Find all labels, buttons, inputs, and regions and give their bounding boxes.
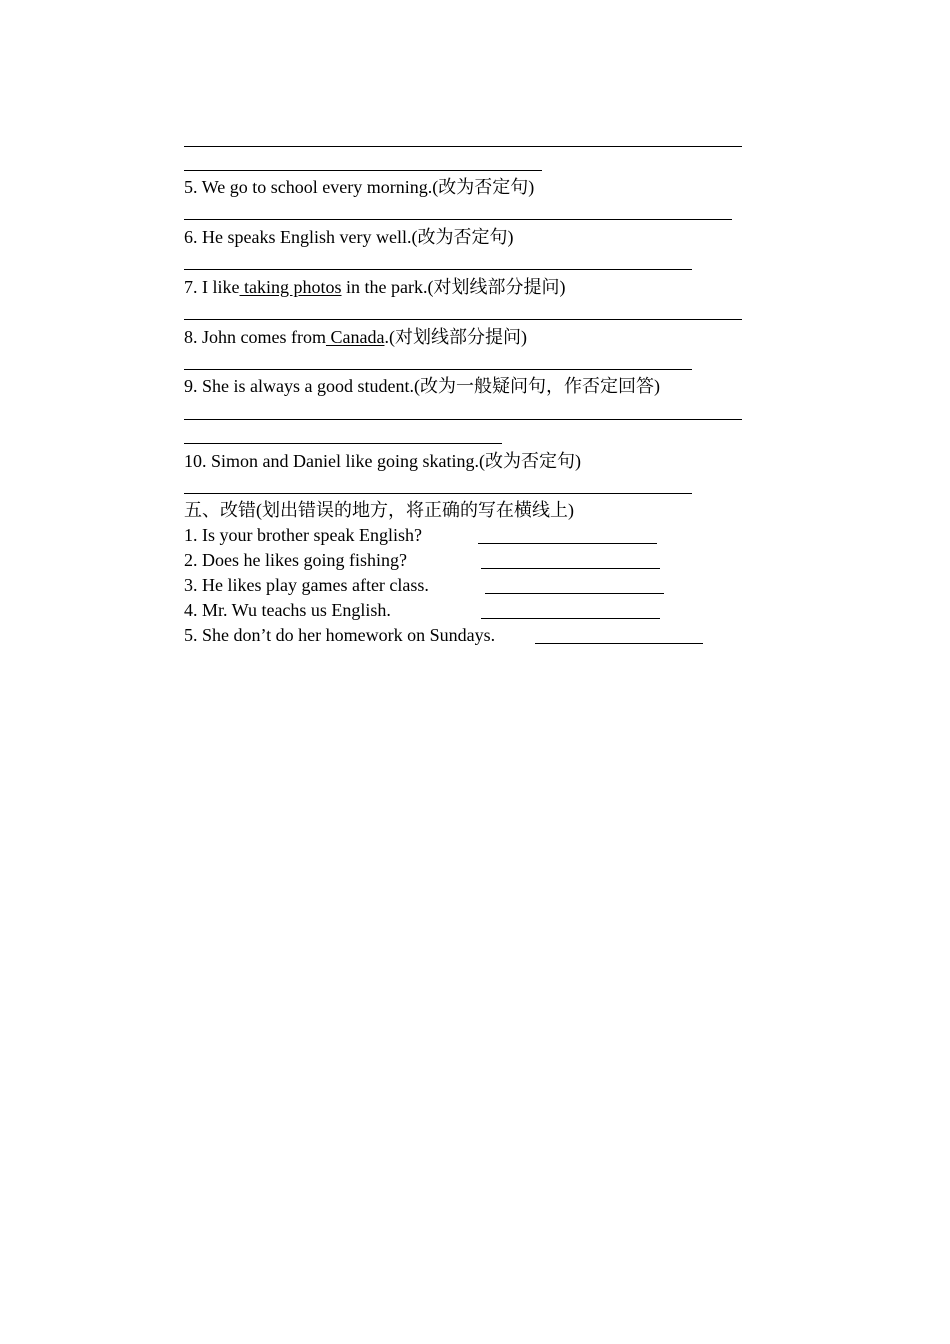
correction-blank[interactable]	[481, 568, 660, 569]
correction-blank[interactable]	[485, 593, 664, 594]
question-7	[184, 276, 565, 298]
answer-line[interactable]	[184, 269, 692, 270]
question-6	[184, 226, 513, 248]
answer-line[interactable]	[184, 493, 692, 494]
question-instruction: (改为否定句)	[411, 227, 514, 247]
question-text: We go to school every morning.	[201, 177, 433, 197]
correction-blank[interactable]	[535, 643, 703, 644]
question-instruction: (对划线部分提问)	[427, 277, 566, 297]
underlined-phrase: Canada	[325, 327, 385, 347]
question-text: Simon and Daniel like going skating.	[211, 451, 479, 471]
question-number: 5.	[184, 177, 198, 197]
question-instruction: (改为否定句)	[478, 451, 581, 471]
question-text-pre: John comes from	[202, 327, 326, 347]
question-text-post: .	[384, 327, 389, 347]
correction-blank[interactable]	[481, 618, 660, 619]
question-text-post: in the park.	[341, 277, 428, 297]
underlined-phrase: taking photos	[239, 277, 342, 297]
question-number: 6.	[184, 227, 198, 247]
correction-item-3: 3. He likes play games after class.	[184, 575, 429, 595]
question-text: She is always a good student.	[202, 376, 414, 396]
question-number: 8.	[184, 327, 198, 347]
answer-line[interactable]	[184, 443, 502, 444]
question-text: He speaks English very well.	[202, 227, 412, 247]
answer-line[interactable]	[184, 146, 742, 147]
correction-blank[interactable]	[478, 543, 657, 544]
correction-item-5: 5. She don’t do her homework on Sundays.	[184, 625, 496, 645]
correction-item-2: 2. Does he likes going fishing?	[184, 550, 407, 570]
answer-line[interactable]	[184, 319, 742, 320]
question-5	[184, 176, 534, 198]
question-number: 9.	[184, 376, 198, 396]
question-instruction: (改为一般疑问句，作否定回答)	[413, 376, 660, 396]
question-8	[184, 326, 527, 348]
question-9	[184, 375, 660, 397]
question-instruction: (对划线部分提问)	[388, 327, 527, 347]
answer-line[interactable]	[184, 419, 742, 420]
section-heading: 五、改错(划出错误的地方，将正确的写在横线上)	[184, 500, 574, 520]
question-number: 7.	[184, 277, 198, 297]
answer-line[interactable]	[184, 219, 732, 220]
answer-line[interactable]	[184, 369, 692, 370]
question-number: 10.	[184, 451, 207, 471]
question-instruction: (改为否定句)	[432, 177, 535, 197]
correction-item-1: 1. Is your brother speak English?	[184, 525, 422, 545]
correction-item-4: 4. Mr. Wu teachs us English.	[184, 600, 391, 620]
question-text-pre: I like	[202, 277, 240, 297]
answer-line[interactable]	[184, 170, 542, 171]
question-10	[184, 450, 581, 472]
